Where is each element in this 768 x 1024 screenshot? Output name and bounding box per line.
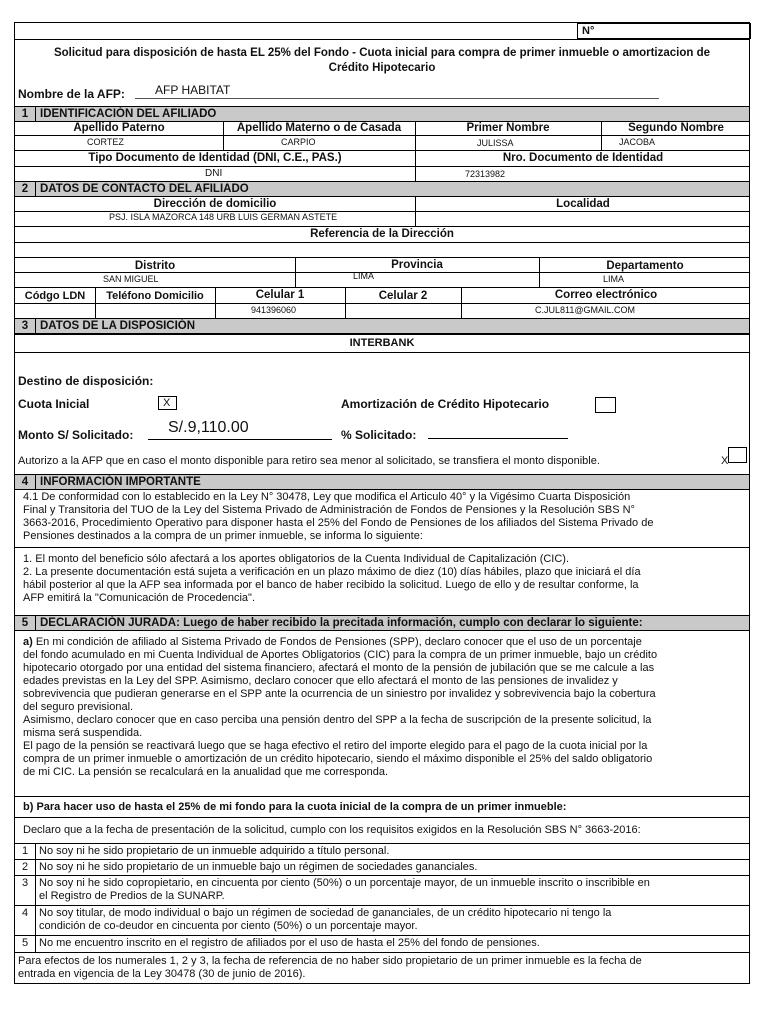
declaracion-a-label: a): [23, 636, 33, 648]
amortizacion-label: Amortización de Crédito Hipotecario: [341, 397, 550, 411]
primer-nombre-value[interactable]: JULISSA: [477, 138, 514, 148]
declaracion-a-line: En mi condición de afiliado al Sistema Privado de Fondos de Pensiones (SPP), declaro conocer que el uso de un porcentaje: [35, 636, 642, 648]
info-paragraph-2: [23, 553, 749, 605]
apellido-paterno-label: Apellido Paterno: [73, 122, 165, 134]
section-4-header: [15, 474, 749, 490]
referencia-label: Referencia de la Dirección: [310, 228, 454, 240]
direccion-value[interactable]: PSJ. ISLA MAZORCA 148 URB LUIS GERMAN ASTETE: [109, 212, 338, 222]
section-3-title: DATOS DE LA DISPOSICIÓN: [40, 320, 196, 332]
section-5-num: 5: [15, 616, 36, 630]
number-box: [577, 23, 751, 39]
cuota-inicial-mark: X: [163, 397, 171, 409]
info-p1-line: Final y Transitoria del TUO de la Ley del Sistema Privado de Administración de Fondos de Pensiones y la Resolución SBS N°: [23, 504, 635, 516]
afp-label: Nombre de la AFP:: [18, 87, 125, 101]
telefono-label: Teléfono Domicilio: [106, 290, 204, 302]
section-3-num: 3: [15, 319, 36, 333]
declaracion-b-title: b) Para hacer uso de hasta el 25% de mi fondo para la cuota inicial de la compra de un primer inmueble:: [23, 801, 567, 813]
cuota-inicial-checkbox[interactable]: [158, 396, 177, 410]
footer-line: Para efectos de los numerales 1, 2 y 3, la fecha de referencia de no haber sido propietario de un primer inmueble es la fecha de: [18, 955, 642, 967]
monto-value: S/.9,110.00: [168, 419, 249, 436]
section-4-title: INFORMACIÓN IMPORTANTE: [40, 476, 201, 488]
autorizo-checkbox[interactable]: [728, 447, 747, 463]
requisito-line: el Registro de Predios de la SUNARP.: [39, 890, 225, 902]
declaracion-a-line: compra de un primer inmueble o amortización de un crédito hipotecario, siendo el máximo disponible el 25% del saldo obligatorio: [23, 753, 653, 765]
celular2-label: Celular 2: [378, 290, 428, 302]
form-title-line2: Crédito Hipotecario: [328, 62, 436, 74]
distrito-label: Distrito: [134, 260, 176, 272]
declaracion-a: [23, 636, 749, 779]
info-p2-line: 1. El monto del beneficio sólo afectará a los aportes obligatorios de la Cuenta Individual de Capitalización (CIC).: [23, 553, 570, 565]
apellido-materno-label: Apellido Materno o de Casada: [236, 122, 402, 134]
apellido-paterno-value[interactable]: CORTEZ: [87, 137, 124, 147]
declaracion-a-line: Asimismo, declaro conocer que en caso perciba una pensión dentro del SPP a la fecha de suscripción de la presente solicitud, la: [23, 714, 652, 726]
provincia-value[interactable]: LIMA: [353, 271, 375, 281]
declaracion-a-line: El pago de la pensión se reactivará luego que se haga efectivo el retiro del importe elegido para el pago de la cuota inicial por la: [23, 740, 648, 752]
afp-field[interactable]: [135, 83, 659, 99]
monto-field[interactable]: [148, 419, 332, 440]
section-5-header: [15, 615, 749, 631]
declaracion-a-line: de mi CIC. La pensión se recalculará en la anualidad que me corresponda.: [23, 766, 389, 778]
departamento-value[interactable]: LIMA: [603, 274, 625, 284]
distrito-value[interactable]: SAN MIGUEL: [103, 274, 159, 284]
requisito-num: 5: [21, 937, 29, 949]
requisito-num: 1: [21, 845, 29, 857]
primer-nombre-label: Primer Nombre: [466, 122, 550, 134]
porcentaje-field[interactable]: [428, 423, 568, 439]
correo-label: Correo electrónico: [554, 289, 658, 301]
porcentaje-label: % Solicitado:: [341, 428, 417, 442]
tipo-doc-value[interactable]: DNI: [205, 168, 223, 179]
info-p2-line: AFP emitirá la "Comunicación de Procedencia".: [23, 592, 255, 604]
section-1-num: 1: [15, 107, 36, 121]
afp-value: AFP HABITAT: [155, 83, 231, 97]
section-1-header: [15, 106, 749, 122]
declaracion-b-intro: Declaro que a la fecha de presentación de la solicitud, cumplo con los requisitos exigidos en la Resolución SBS N° 3663-2016:: [23, 824, 641, 836]
declaracion-a-line: del seguro previsional.: [23, 701, 134, 713]
nro-doc-label: Nro. Documento de Identidad: [502, 152, 664, 164]
nro-doc-value[interactable]: 72313982: [465, 169, 506, 179]
localidad-label: Localidad: [556, 198, 610, 210]
requisito-text: No soy ni he sido propietario de un inmueble adquirido a título personal.: [39, 845, 390, 857]
info-p2-line: hábil posterior al que la AFP sea informada por el banco de haber recibido la solicitud. Luego de ello y de resultar conforme, la: [23, 579, 639, 591]
celular1-label: Celular 1: [255, 289, 305, 301]
amortizacion-checkbox[interactable]: [595, 397, 616, 413]
apellido-materno-value[interactable]: CARPIO: [281, 137, 316, 147]
autorizo-mark: X: [721, 455, 729, 467]
section-4-num: 4: [15, 475, 36, 489]
form-title-line1: Solicitud para disposición de hasta EL 25% del Fondo - Cuota inicial para compra de primer inmueble o amortizacion de: [53, 47, 711, 59]
section-1-title: IDENTIFICACIÓN DEL AFILIADO: [40, 108, 217, 120]
ldn-label: Códgo LDN: [24, 290, 86, 302]
section-5-title: DECLARACIÓN JURADA: Luego de haber recibido la precitada información, cumplo con declarar lo siguiente:: [40, 617, 643, 629]
info-p1-line: Pensiones destinados a la compra de un primer inmueble, se informa lo siguiente:: [23, 530, 423, 542]
section-2-num: 2: [15, 182, 36, 196]
requisito-text: [39, 907, 611, 933]
declaracion-a-line: sobrevivencia que pudieran generarse en el SPP ante la ocurrencia de un siniestro por invalidez y sobrevivencia bajo la cobertura: [23, 688, 656, 700]
disposition-form: [14, 22, 750, 984]
requisito-text: No soy ni he sido propietario de un inmueble bajo un régimen de sociedades gananciales.: [39, 861, 478, 873]
requisito-line: No soy titular, de modo individual o bajo un régimen de sociedad de gananciales, de un crédito hipotecario ni tengo la: [39, 907, 612, 919]
number-label: N°: [582, 25, 595, 37]
section-2-header: [15, 181, 749, 197]
declaracion-a-line: edades previstas en la Ley del SPP. Asimismo, declaro conocer que ello afectará el monto de las pensiones de invalidez y: [23, 675, 618, 687]
requisito-text: [39, 877, 650, 903]
segundo-nombre-value[interactable]: JACOBA: [619, 137, 656, 147]
requisito-num: 2: [21, 861, 29, 873]
requisito-line: condición de co-deudor en cincuenta por ciento (50%) o un porcentaje mayor.: [39, 920, 418, 932]
destino-label: Destino de disposición:: [18, 374, 154, 388]
section-2-title: DATOS DE CONTACTO DEL AFILIADO: [40, 183, 249, 195]
celular1-value[interactable]: 941396060: [251, 305, 297, 315]
declaracion-a-line: misma será suspendida.: [23, 727, 143, 739]
info-p1-line: 4.1 De conformidad con lo establecido en la Ley N° 30478, Ley que modifica el Articulo 40° y la Vigésimo Cuarta Disposición: [23, 491, 631, 503]
monto-label: Monto S/ Solicitado:: [18, 428, 134, 442]
requisito-num: 4: [21, 907, 29, 919]
correo-value[interactable]: C.JUL811@GMAIL.COM: [535, 305, 635, 315]
departamento-label: Departamento: [606, 260, 684, 272]
requisito-text: No me encuentro inscrito en el registro de afiliados por el uso de hasta el 25% del fondo de pensiones.: [39, 937, 540, 949]
declaracion-a-line: del fondo acumulado en mi Cuenta Individual de Aportes Obligatorios (CIC) para la compra de un primer inmueble, bajo un crédito: [23, 649, 658, 661]
section-3-header: [15, 318, 749, 334]
info-p2-line: 2. La presente documentación está sujeta a verificación en un plazo máximo de diez (10) días hábiles, plazo que iniciará el día: [23, 566, 641, 578]
autorizo-text: Autorizo a la AFP que en caso el monto disponible para retiro sea menor al solicitado, se transfiera el monto disponible.: [18, 455, 600, 467]
requisito-num: 3: [21, 877, 29, 889]
declaracion-a-line: hipotecario otorgado por una entidad del sistema financiero, afectará el monto de la pensión de jubilación que se me calcule a las: [23, 662, 655, 674]
info-paragraph-1: [23, 491, 749, 543]
tipo-doc-label: Tipo Documento de Identidad (DNI, C.E., PAS.): [88, 152, 342, 164]
cuota-inicial-label: Cuota Inicial: [18, 397, 90, 411]
footer-note: [18, 955, 748, 981]
banco-value[interactable]: INTERBANK: [349, 337, 415, 349]
segundo-nombre-label: Segundo Nombre: [628, 122, 724, 134]
direccion-label: Dirección de domicilio: [153, 198, 277, 210]
provincia-label: Provincia: [391, 259, 443, 271]
requisito-line: No soy ni he sido copropietario, en cincuenta por ciento (50%) o un porcentaje mayor, de un inmueble inscrito o inscribible en: [39, 877, 650, 889]
info-p1-line: 3663-2016, Procedimiento Operativo para disponer hasta el 25% del Fondo de Pensiones de los afiliados del Sistema Privado de: [23, 517, 654, 529]
footer-line: entrada en vigencia de la Ley 30478 (30 de junio de 2016).: [18, 968, 306, 980]
